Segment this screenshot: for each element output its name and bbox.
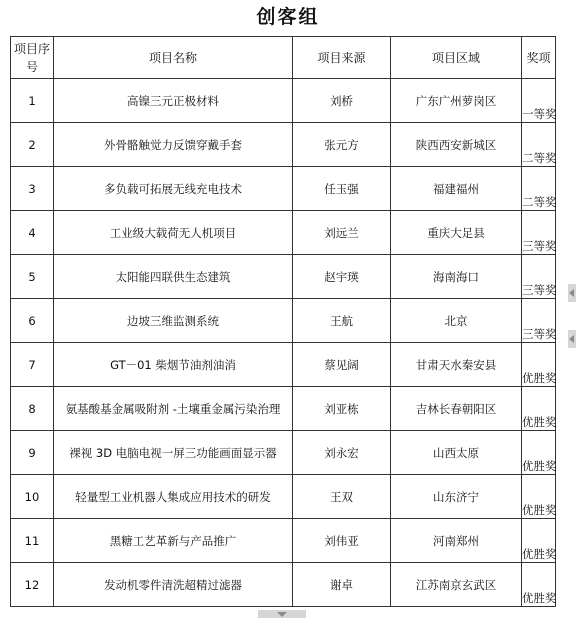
cell-no: 4 bbox=[11, 211, 54, 255]
header-award: 奖项 bbox=[522, 37, 556, 79]
cell-source: 任玉强 bbox=[293, 167, 391, 211]
cell-name: 高镍三元正极材料 bbox=[54, 79, 293, 123]
cell-region: 山东济宁 bbox=[391, 475, 522, 519]
award-label: 二等奖 bbox=[522, 151, 557, 165]
table-row bbox=[11, 475, 556, 519]
cell-award bbox=[522, 563, 556, 607]
cell-name: 发动机零件清洗超精过滤器 bbox=[54, 563, 293, 607]
cell-no: 8 bbox=[11, 387, 54, 431]
cell-region: 福建福州 bbox=[391, 167, 522, 211]
award-label: 优胜奖 bbox=[522, 371, 557, 385]
cell-region: 吉林长春朝阳区 bbox=[391, 387, 522, 431]
award-label: 优胜奖 bbox=[522, 591, 557, 605]
award-table bbox=[10, 36, 556, 607]
cell-award bbox=[522, 79, 556, 123]
cell-name: 太阳能四联供生态建筑 bbox=[54, 255, 293, 299]
table-row bbox=[11, 343, 556, 387]
chevron-left-icon bbox=[569, 335, 574, 343]
cell-name: 多负载可拓展无线充电技术 bbox=[54, 167, 293, 211]
cell-no: 7 bbox=[11, 343, 54, 387]
cell-no: 5 bbox=[11, 255, 54, 299]
header-region: 项目区域 bbox=[391, 37, 522, 79]
cell-source: 刘伟亚 bbox=[293, 519, 391, 563]
cell-name: 工业级大载荷无人机项目 bbox=[54, 211, 293, 255]
cell-name: 轻量型工业机器人集成应用技术的研发 bbox=[54, 475, 293, 519]
award-label: 优胜奖 bbox=[522, 503, 557, 517]
table-row bbox=[11, 299, 556, 343]
cell-source: 王航 bbox=[293, 299, 391, 343]
chevron-left-icon bbox=[569, 289, 574, 297]
table-row bbox=[11, 79, 556, 123]
award-label: 三等奖 bbox=[522, 283, 557, 297]
cell-region: 北京 bbox=[391, 299, 522, 343]
cell-region: 甘肃天水秦安县 bbox=[391, 343, 522, 387]
cell-source: 赵宇瑛 bbox=[293, 255, 391, 299]
award-label: 优胜奖 bbox=[522, 459, 557, 473]
table-row bbox=[11, 255, 556, 299]
chevron-down-icon bbox=[277, 612, 287, 617]
cell-source: 刘永宏 bbox=[293, 431, 391, 475]
cell-award bbox=[522, 255, 556, 299]
cell-region: 河南郑州 bbox=[391, 519, 522, 563]
cell-award bbox=[522, 123, 556, 167]
table-row bbox=[11, 563, 556, 607]
cell-no: 3 bbox=[11, 167, 54, 211]
cell-award bbox=[522, 431, 556, 475]
header-no bbox=[11, 37, 54, 79]
cell-name: 边坡三维监测系统 bbox=[54, 299, 293, 343]
cell-source: 刘远兰 bbox=[293, 211, 391, 255]
cell-source: 刘亚栋 bbox=[293, 387, 391, 431]
cell-no: 6 bbox=[11, 299, 54, 343]
cell-no: 12 bbox=[11, 563, 54, 607]
cell-region: 广东广州萝岗区 bbox=[391, 79, 522, 123]
cell-award bbox=[522, 475, 556, 519]
table-row bbox=[11, 211, 556, 255]
cell-region: 陕西西安新城区 bbox=[391, 123, 522, 167]
cell-award bbox=[522, 167, 556, 211]
cell-name: 黑糖工艺革新与产品推广 bbox=[54, 519, 293, 563]
cell-region: 重庆大足县 bbox=[391, 211, 522, 255]
cell-no: 2 bbox=[11, 123, 54, 167]
table-row bbox=[11, 167, 556, 211]
table-row bbox=[11, 431, 556, 475]
cell-no: 1 bbox=[11, 79, 54, 123]
cell-source: 刘桥 bbox=[293, 79, 391, 123]
table-body bbox=[11, 79, 556, 607]
header-name: 项目名称 bbox=[54, 37, 293, 79]
cell-no: 9 bbox=[11, 431, 54, 475]
cell-region: 海南海口 bbox=[391, 255, 522, 299]
cell-source: 王双 bbox=[293, 475, 391, 519]
cell-award bbox=[522, 519, 556, 563]
header-source: 项目来源 bbox=[293, 37, 391, 79]
cell-award bbox=[522, 387, 556, 431]
cell-source: 谢卓 bbox=[293, 563, 391, 607]
award-label: 三等奖 bbox=[522, 239, 557, 253]
award-label: 优胜奖 bbox=[522, 415, 557, 429]
cell-name: 氨基酸基金属吸附剂 -土壤重金属污染治理 bbox=[54, 387, 293, 431]
cell-source: 张元方 bbox=[293, 123, 391, 167]
cell-region: 山西太原 bbox=[391, 431, 522, 475]
header-no-label: 项目序号 bbox=[13, 41, 50, 74]
award-label: 三等奖 bbox=[522, 327, 557, 341]
award-label: 优胜奖 bbox=[522, 547, 557, 561]
table-row bbox=[11, 123, 556, 167]
cell-region: 江苏南京玄武区 bbox=[391, 563, 522, 607]
table-row bbox=[11, 387, 556, 431]
cell-name: 裸视 3D 电脑电视一屏三功能画面显示器 bbox=[54, 431, 293, 475]
award-label: 二等奖 bbox=[522, 195, 557, 209]
table-header-row bbox=[11, 37, 556, 79]
page-title: 创客组 bbox=[256, 6, 320, 28]
side-collapse-tab[interactable] bbox=[568, 330, 576, 348]
bottom-collapse-tab[interactable] bbox=[258, 610, 306, 618]
side-collapse-tab[interactable] bbox=[568, 284, 576, 302]
cell-source: 蔡见阔 bbox=[293, 343, 391, 387]
cell-award bbox=[522, 343, 556, 387]
award-label: 一等奖 bbox=[522, 107, 557, 121]
cell-award bbox=[522, 211, 556, 255]
cell-no: 11 bbox=[11, 519, 54, 563]
cell-award bbox=[522, 299, 556, 343]
cell-name: 外骨骼触觉力反馈穿戴手套 bbox=[54, 123, 293, 167]
cell-name: GT－01 柴烟节油剂油消 bbox=[54, 343, 293, 387]
table-row bbox=[11, 519, 556, 563]
cell-no: 10 bbox=[11, 475, 54, 519]
